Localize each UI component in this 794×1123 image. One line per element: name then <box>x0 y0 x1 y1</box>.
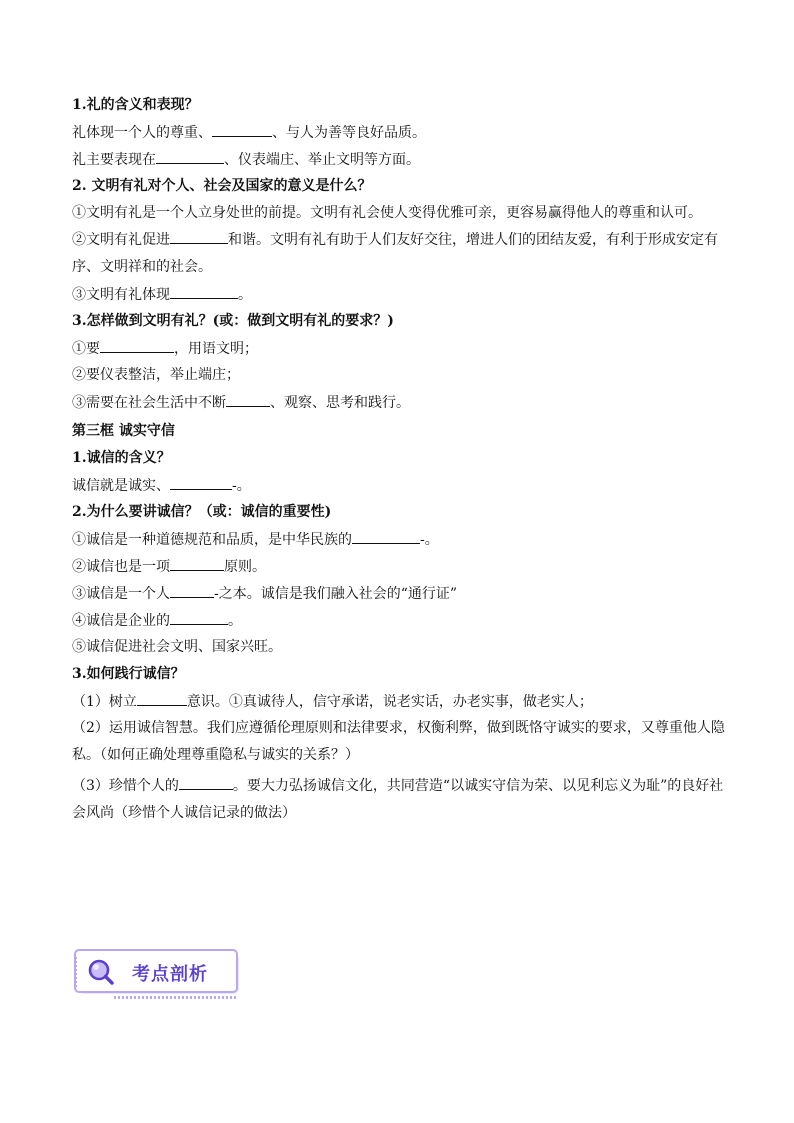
paragraph <box>72 392 732 413</box>
text: 礼主要表现在 <box>72 152 156 168</box>
answer-blank[interactable] <box>212 122 272 137</box>
text: 礼体现一个人的尊重、 <box>72 125 212 141</box>
question-heading: 2.为什么要讲诚信？（或：诚信的重要性) <box>72 504 332 520</box>
paragraph <box>72 583 732 604</box>
text: ，用语文明； <box>174 341 258 357</box>
section-heading: 第三框 诚实守信 <box>72 423 175 439</box>
paragraph <box>72 529 732 550</box>
paragraph <box>72 338 732 359</box>
answer-blank[interactable] <box>179 775 233 790</box>
text: 和谐。文明有礼有助于人们友好交往，增进人们的团结友爱，有利于形成安定有序、文明祥和的社会。 <box>72 232 718 275</box>
answer-blank[interactable] <box>226 392 270 407</box>
paragraph: ⑤诚信促进社会文明、国家兴旺。 <box>72 639 282 655</box>
paragraph: ②要仪表整洁，举止端庄； <box>72 367 240 383</box>
magnifier-icon <box>88 959 114 985</box>
text: （1）树立 <box>72 694 137 710</box>
answer-blank[interactable] <box>137 691 187 706</box>
section-badge <box>74 949 240 995</box>
paragraph: （2）运用诚信智慧。我们应遵循伦理原则和法律要求，权衡利弊，做到既恪守诚实的要求，又尊重他人隐私。（如何正确处理尊重隐私与诚实的关系？） <box>72 720 725 763</box>
text: 。要大力弘扬诚信文化，共同营造“以诚实守信为荣、以见利忘义为耻”的良好社会风尚（珍惜个人诚信记录的做法） <box>72 778 724 821</box>
text: ①要 <box>72 341 100 357</box>
question-heading: 1.诚信的含义？ <box>72 450 171 466</box>
text: 原则。 <box>224 559 266 575</box>
text: -。 <box>232 478 251 494</box>
paragraph <box>72 556 732 577</box>
badge-dots-decoration <box>74 957 77 987</box>
text: ③诚信是一个人 <box>72 586 170 602</box>
answer-blank[interactable] <box>170 583 214 598</box>
text: -。 <box>420 532 439 548</box>
text: -之本。诚信是我们融入社会的“通行证” <box>214 586 458 602</box>
answer-blank[interactable] <box>170 556 224 571</box>
answer-blank[interactable] <box>352 529 420 544</box>
text: 。 <box>238 287 252 303</box>
answer-blank[interactable] <box>170 610 228 625</box>
paragraph: ①文明有礼是一个人立身处世的前提。文明有礼会使人变得优雅可亲，更容易赢得他人的尊重和认可。 <box>72 205 702 221</box>
text: ②文明有礼促进 <box>72 232 170 248</box>
text: 。 <box>228 613 242 629</box>
text: 、仪表端庄、举止文明等方面。 <box>224 152 420 168</box>
text: 意识。①真诚待人，信守承诺，说老实话，办老实事，做老实人； <box>186 694 593 710</box>
text: ③需要在社会生活中不断 <box>72 395 226 411</box>
text: （3）珍惜个人的 <box>72 778 179 794</box>
question-heading: 3.怎样做到文明有礼？(或：做到文明有礼的要求？) <box>72 313 394 329</box>
paragraph <box>72 773 728 827</box>
answer-blank[interactable] <box>156 149 224 164</box>
text: ③文明有礼体现 <box>72 287 170 303</box>
text: 、观察、思考和践行。 <box>270 395 410 411</box>
answer-blank[interactable] <box>170 229 228 244</box>
badge-frame <box>74 949 238 993</box>
text: ②诚信也是一项 <box>72 559 170 575</box>
paragraph <box>72 122 732 143</box>
badge-dots-decoration <box>114 996 238 999</box>
paragraph <box>72 610 732 631</box>
paragraph <box>72 284 732 305</box>
answer-blank[interactable] <box>100 338 174 353</box>
paragraph <box>72 691 732 712</box>
text: ①诚信是一种道德规范和品质，是中华民族的 <box>72 532 352 548</box>
paragraph <box>72 149 732 170</box>
paragraph <box>72 227 728 281</box>
text: 、与人为善等良好品质。 <box>272 125 426 141</box>
text: 诚信就是诚实、 <box>72 478 170 494</box>
question-heading: 1.礼的含义和表现？ <box>72 97 199 113</box>
answer-blank[interactable] <box>170 475 232 490</box>
paragraph <box>72 475 732 496</box>
question-heading: 3.如何践行诚信？ <box>72 666 185 682</box>
question-heading: 2. 文明有礼对个人、社会及国家的意义是什么？ <box>72 178 372 194</box>
badge-label: 考点剖析 <box>132 964 208 985</box>
text: ④诚信是企业的 <box>72 613 170 629</box>
answer-blank[interactable] <box>170 284 238 299</box>
